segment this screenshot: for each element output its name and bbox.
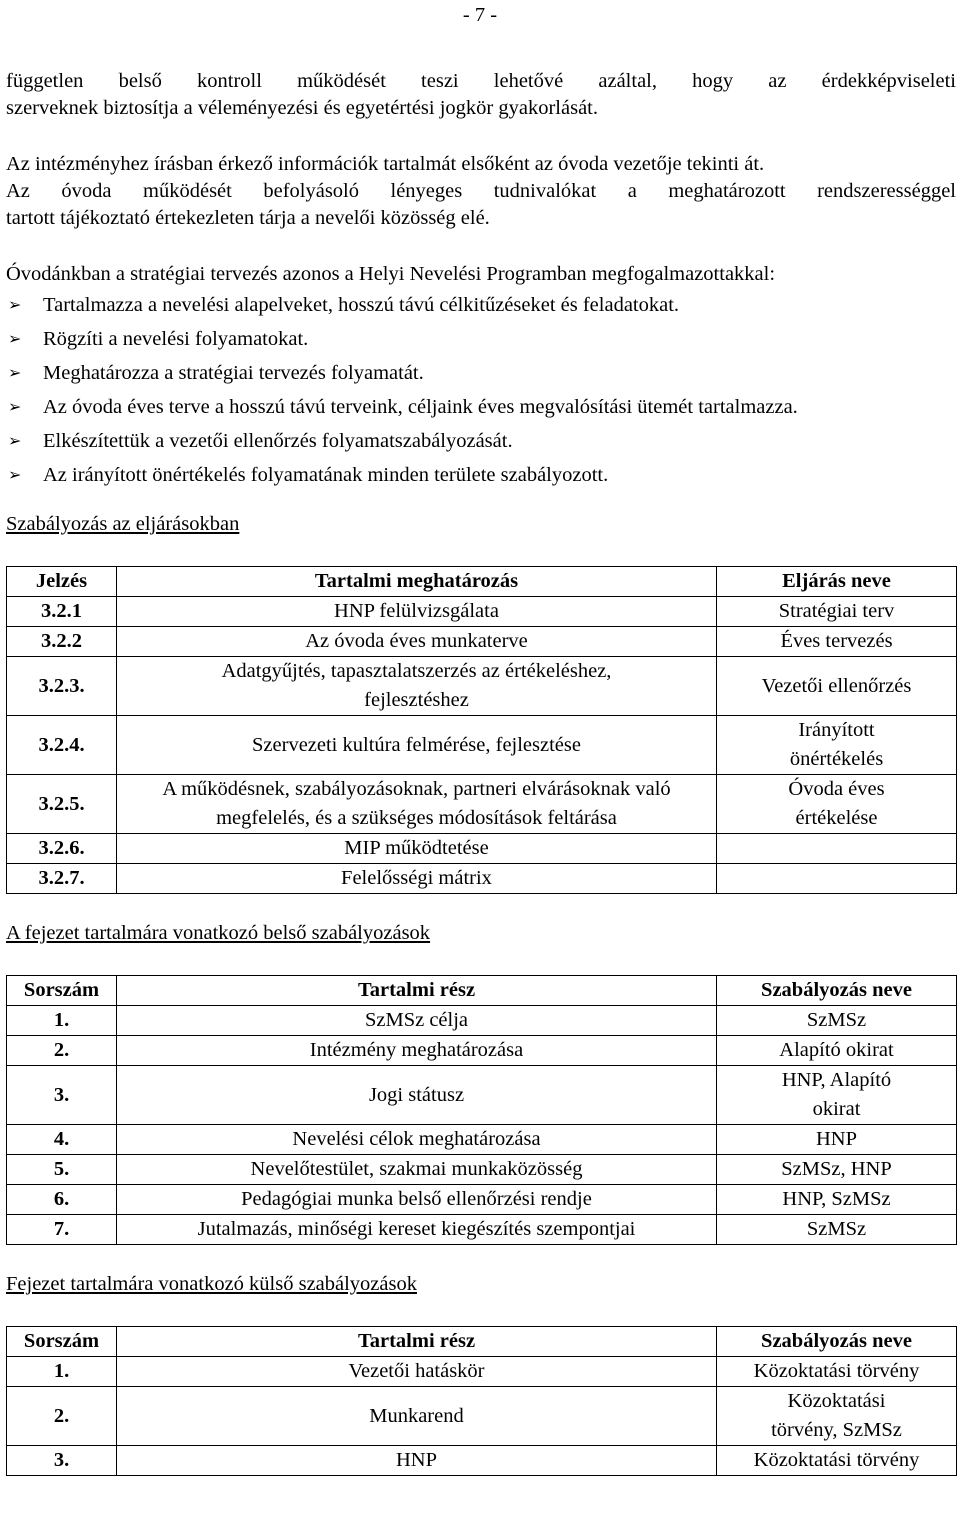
cell-code: 3.2.4. [7,716,117,775]
bullet-item [6,462,956,489]
paragraph-2-line-1: Az intézményhez írásban érkező információk tartalmát elsőként az óvoda vezetője tekinti át. [6,153,765,175]
arrow-bullet-icon: ➢ [8,399,22,416]
bullet-text: Tartalmazza a nevelési alapelveket, hosszú távú célkitűzéseket és feladatokat. [43,294,680,316]
arrow-bullet-icon: ➢ [8,467,22,484]
cell-number: 2. [7,1036,117,1066]
table-row [7,864,957,894]
cell-content: HNP [117,1446,717,1476]
bullet-item [6,292,956,319]
page-content [6,68,956,1476]
cell-content: Jogi státusz [117,1066,717,1125]
table-row [7,627,957,657]
arrow-bullet-icon: ➢ [8,331,22,348]
cell-procedure: Vezetői ellenőrzés [717,657,957,716]
table-row [7,1066,957,1125]
internal-rules-table [6,975,957,1245]
bullet-text: Meghatározza a stratégiai tervezés folyamatát. [43,362,424,384]
cell-procedure: Stratégiai terv [717,597,957,627]
table-row [7,657,957,716]
table-row [7,716,957,775]
cell-number: 1. [7,1006,117,1036]
table-row [7,834,957,864]
column-header: Sorszám [7,976,117,1006]
arrow-bullet-icon: ➢ [8,297,22,314]
cell-number: 1. [7,1357,117,1387]
cell-content: SzMSz célja [117,1006,717,1036]
column-header: Szabályozás neve [717,976,957,1006]
cell-content: Vezetői hatáskör [117,1357,717,1387]
cell-code: 3.2.1 [7,597,117,627]
cell-code: 3.2.5. [7,775,117,834]
bullet-item [6,428,956,455]
cell-number: 4. [7,1125,117,1155]
section-heading-internal-rules: A fejezet tartalmára vonatkozó belső szabályozások [6,922,431,944]
bullet-item [6,360,956,387]
cell-number: 3. [7,1066,117,1125]
column-header: Jelzés [7,567,117,597]
cell-rule: SzMSz, HNP [717,1155,957,1185]
column-header: Tartalmi rész [117,976,717,1006]
bullet-text: Rögzíti a nevelési folyamatokat. [43,328,309,350]
cell-procedure: Óvoda éves értékelése [717,775,957,834]
bullet-item [6,326,956,353]
cell-code: 3.2.6. [7,834,117,864]
table-row [7,1036,957,1066]
external-rules-table [6,1326,957,1476]
cell-number: 2. [7,1387,117,1446]
cell-rule: Alapító okirat [717,1036,957,1066]
bullet-item [6,394,956,421]
section-heading-procedures: Szabályozás az eljárásokban [6,513,240,535]
cell-code: 3.2.2 [7,627,117,657]
procedures-table [6,566,957,894]
bullet-text: Az irányított önértékelés folyamatának minden területe szabályozott. [43,464,609,486]
paragraph-3: Óvodánkban a stratégiai tervezés azonos a Helyi Nevelési Programban megfogalmazottakkal: [6,263,776,285]
cell-procedure [717,864,957,894]
cell-content: Pedagógiai munka belső ellenőrzési rendje [117,1185,717,1215]
cell-number: 7. [7,1215,117,1245]
table-header-row [7,976,957,1006]
table-row [7,1357,957,1387]
cell-rule: HNP, Alapító okirat [717,1066,957,1125]
cell-procedure: Irányított önértékelés [717,716,957,775]
cell-code: 3.2.3. [7,657,117,716]
bullet-text: Az óvoda éves terve a hosszú távú terveink, céljaink éves megvalósítási ütemét tartalmazza. [43,396,798,418]
table-header-row [7,567,957,597]
column-header: Eljárás neve [717,567,957,597]
cell-content: Az óvoda éves munkaterve [117,627,717,657]
cell-rule: HNP [717,1125,957,1155]
cell-number: 5. [7,1155,117,1185]
cell-content: Adatgyűjtés, tapasztalatszerzés az értékeléshez, fejlesztéshez [117,657,717,716]
column-header: Sorszám [7,1327,117,1357]
table-row [7,597,957,627]
cell-rule: SzMSz [717,1215,957,1245]
arrow-bullet-icon: ➢ [8,365,22,382]
section-heading-external-rules: Fejezet tartalmára vonatkozó külső szabályozások [6,1273,417,1295]
arrow-bullet-icon: ➢ [8,433,22,450]
cell-content: Munkarend [117,1387,717,1446]
table-header-row [7,1327,957,1357]
column-header: Tartalmi rész [117,1327,717,1357]
cell-procedure: Éves tervezés [717,627,957,657]
table-row [7,1185,957,1215]
paragraph-2-line-2: Az óvoda működését befolyásoló lényeges tudnivalókat a meghatározott rendszerességgel [6,180,956,202]
table-row [7,1006,957,1036]
cell-content: Nevelési célok meghatározása [117,1125,717,1155]
cell-rule: HNP, SzMSz [717,1185,957,1215]
table-row [7,1387,957,1446]
page-number: - 7 - [462,4,498,26]
column-header: Szabályozás neve [717,1327,957,1357]
cell-content: HNP felülvizsgálata [117,597,717,627]
paragraph-2-line-3: tartott tájékoztató értekezleten tárja a nevelői közösség elé. [6,207,490,229]
paragraph-1-line-2: szerveknek biztosítja a véleményezési és egyetértési jogkör gyakorlását. [6,97,598,119]
table-row [7,1125,957,1155]
table-row [7,775,957,834]
cell-number: 3. [7,1446,117,1476]
table-row [7,1155,957,1185]
bullet-text: Elkészítettük a vezetői ellenőrzés folyamatszabályozását. [43,430,513,452]
cell-rule: Közoktatási törvény [717,1357,957,1387]
table-row [7,1446,957,1476]
cell-rule: SzMSz [717,1006,957,1036]
cell-rule: Közoktatási törvény, SzMSz [717,1387,957,1446]
cell-content: Jutalmazás, minőségi kereset kiegészítés szempontjai [117,1215,717,1245]
bullet-list [6,292,956,489]
cell-rule: Közoktatási törvény [717,1446,957,1476]
cell-content: A működésnek, szabályozásoknak, partneri elvárásoknak való megfelelés, és a szükséges módosítások feltárása [117,775,717,834]
cell-procedure [717,834,957,864]
cell-content: MIP működtetése [117,834,717,864]
cell-content: Nevelőtestület, szakmai munkaközösség [117,1155,717,1185]
column-header: Tartalmi meghatározás [117,567,717,597]
cell-content: Felelősségi mátrix [117,864,717,894]
table-row [7,1215,957,1245]
cell-content: Intézmény meghatározása [117,1036,717,1066]
cell-content: Szervezeti kultúra felmérése, fejlesztése [117,716,717,775]
paragraph-1-line-1: független belső kontroll működését teszi lehetővé azáltal, hogy az érdekképviseleti [6,70,956,92]
cell-code: 3.2.7. [7,864,117,894]
cell-number: 6. [7,1185,117,1215]
